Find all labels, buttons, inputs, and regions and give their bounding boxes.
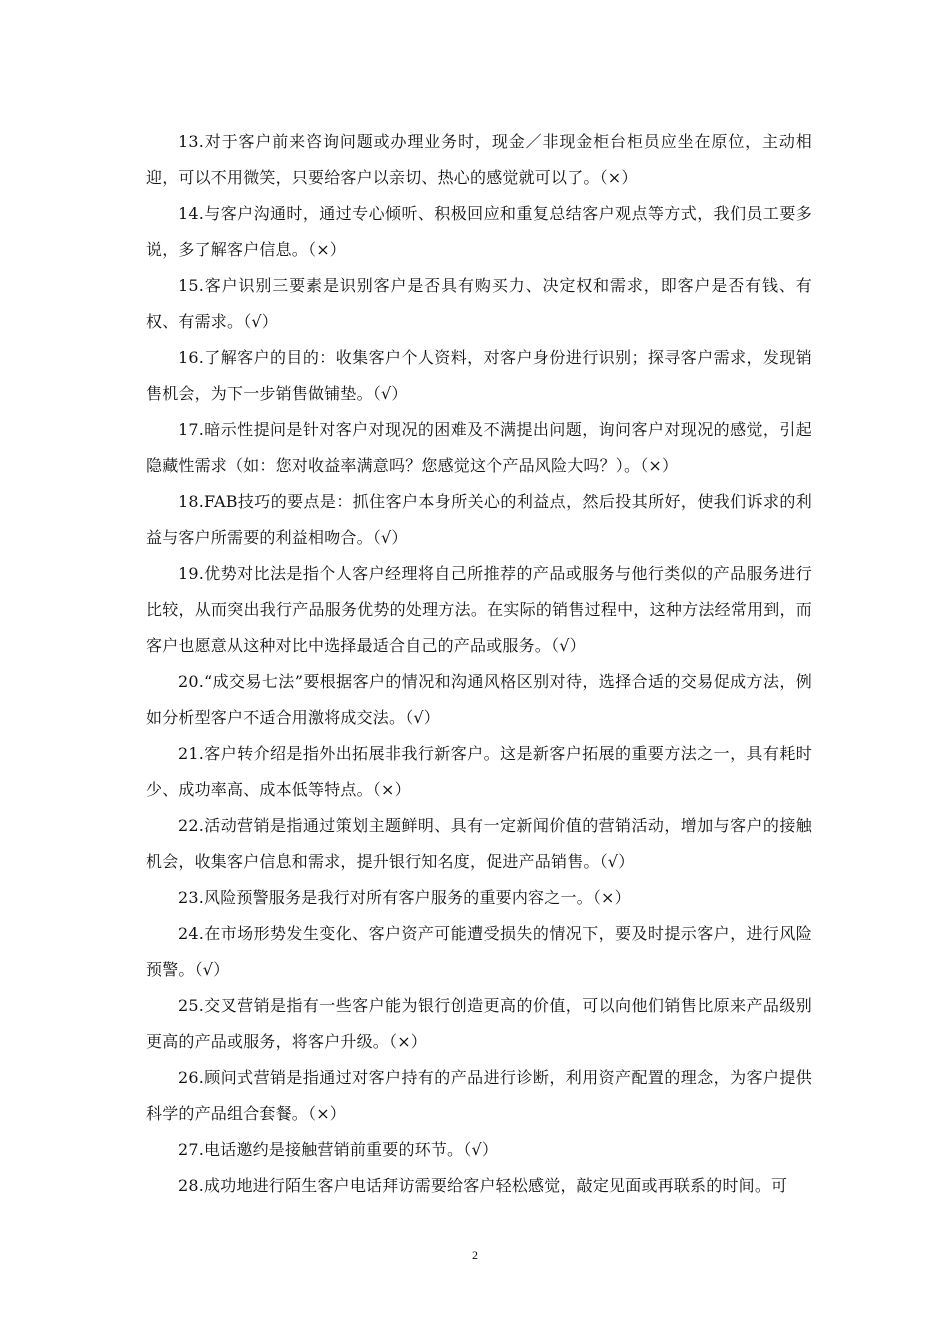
question-14: 14.与客户沟通时，通过专心倾听、积极回应和重复总结客户观点等方式，我们员工要多说，多了解客户信息。（×）: [146, 204, 812, 259]
question-19: 19.优势对比法是指个人客户经理将自己所推荐的产品或服务与他行类似的产品服务进行比较，从而突出我行产品服务优势的处理方法。在实际的销售过程中，这种方法经常用到，而客户也愿意从这种对比中选择最适合自己的产品或服务。（√）: [146, 564, 812, 655]
question-16: 16.了解客户的目的：收集客户个人资料，对客户身份进行识别；探寻客户需求，发现销售机会，为下一步销售做铺垫。（√）: [146, 348, 812, 403]
question-23: 23.风险预警服务是我行对所有客户服务的重要内容之一。（×）: [178, 888, 631, 907]
question-24: 24.在市场形势发生变化、客户资产可能遭受损失的情况下，要及时提示客户，进行风险预警。（√）: [146, 924, 812, 979]
document-body: [146, 124, 812, 1204]
question-20: 20.“成交易七法”要根据客户的情况和沟通风格区别对待，选择合适的交易促成方法，例如分析型客户不适合用激将成交法。（√）: [146, 672, 812, 727]
question-13: 13.对于客户前来咨询问题或办理业务时，现金／非现金柜台柜员应坐在原位，主动相迎，可以不用微笑，只要给客户以亲切、热心的感觉就可以了。（×）: [146, 132, 812, 187]
question-15: 15.客户识别三要素是识别客户是否具有购买力、决定权和需求，即客户是否有钱、有权、有需求。（√）: [146, 276, 812, 331]
page-number: 2: [472, 1248, 478, 1262]
question-18: 18.FAB技巧的要点是：抓住客户本身所关心的利益点，然后投其所好，使我们诉求的利益与客户所需要的利益相吻合。（√）: [146, 492, 812, 547]
question-28: 28.成功地进行陌生客户电话拜访需要给客户轻松感觉，敲定见面或再联系的时间。可: [178, 1176, 788, 1195]
question-17: 17.暗示性提问是针对客户对现况的困难及不满提出问题，询问客户对现况的感觉，引起隐藏性需求（如：您对收益率满意吗？您感觉这个产品风险大吗？）。（×）: [146, 420, 812, 475]
question-27: 27.电话邀约是接触营销前重要的环节。（√）: [178, 1140, 499, 1159]
question-21: 21.客户转介绍是指外出拓展非我行新客户。这是新客户拓展的重要方法之一，具有耗时少、成功率高、成本低等特点。（×）: [146, 744, 812, 799]
question-26: 26.顾问式营销是指通过对客户持有的产品进行诊断，利用资产配置的理念，为客户提供科学的产品组合套餐。（×）: [146, 1068, 812, 1123]
question-22: 22.活动营销是指通过策划主题鲜明、具有一定新闻价值的营销活动，增加与客户的接触机会，收集客户信息和需求，提升银行知名度，促进产品销售。（√）: [146, 816, 812, 871]
question-25: 25.交叉营销是指有一些客户能为银行创造更高的价值，可以向他们销售比原来产品级别更高的产品或服务，将客户升级。（×）: [146, 996, 812, 1051]
